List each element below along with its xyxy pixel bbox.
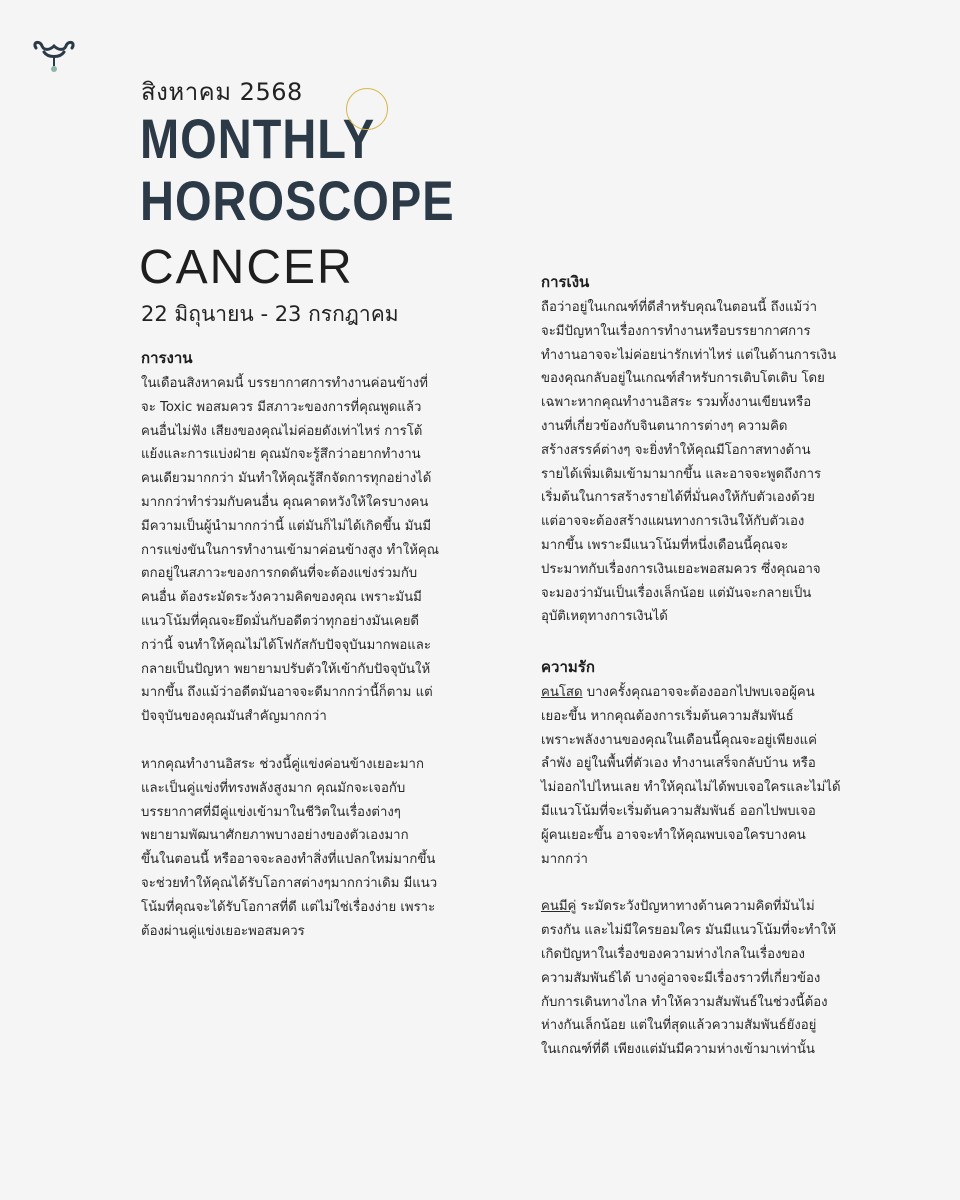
work-paragraph-1: ในเดือนสิงหาคมนี้ บรรยากาศการทำงานค่อนข้างที่ จะ Toxic พอสมควร มีสภาวะของการที่คุณพูดแล้ว คนอื่นไม่ฟัง เสียงของคุณไม่ค่อยดังเท่าไหร่ การโต้ แย้งและการแบ่งฝ่าย คุณมักจะรู้สึกว่าอยากทำงาน คนเดียวมากกว่า มันทำให้คุณรู้สึกจัดการทุกอย่างได้ มากกว่าทำร่วมกับคนอื่น คุณคาดหวังให้ใครบางคน มีความเป็นผู้นำมากกว่านี้ แต่มันก็ไม่ได้เกิดขึ้น มันมี การแข่งขันในการทำงานเข้ามาค่อนข้างสูง ทำให้คุณ ตกอยู่ในสภาวะของการกดดันที่จะต้องแข่งร่วมกับ คนอื่น ต้องระมัดระวังความคิดของคุณ เพราะมันมี แนวโน้มที่คุณจะยึดมั่นกับอดีตว่าทุกอย่างมันเคยดี กว่านี้ จนทำให้คุณไม่ได้โฟกัสกับปัจจุบันมากพอและ กลายเป็นปัญหา พยายามปรับตัวให้เข้ากับปัจจุบันให้ มากขึ้น ถึงแม้ว่าอดีตมันอาจจะดีมากกว่านี้ก็ตาม แต่ ปัจจุบันของคุณมันสำคัญมากกว่า (141, 376, 439, 725)
couple-text: ระมัดระวังปัญหาทางด้านความคิดที่มันไม่ ตรงกัน และไม่มีใครยอมใคร มันมีแนวโน้มที่จะทำให้ เกิดปัญหาในเรื่องของความห่างไกลในเรื่องของ ความสัมพันธ์ได้ บางคู่อาจจะมีเรื่องราวที่เกี่ยวข้อง กับการเดินทางไกล ทำให้ความสัมพันธ์ในช่วงนี้ต้อง ห่างกันเล็กน้อย แต่ในที่สุดแล้วความสัมพันธ์ยังอยู่ ในเกณฑ์ที่ดี เพียงแต่มันมีความห่างเข้ามาเท่านั้น (541, 899, 837, 1058)
work-heading: การงาน (141, 349, 193, 367)
love-single-paragraph (541, 681, 841, 871)
decorative-ring-icon (346, 88, 388, 130)
money-section (541, 270, 841, 629)
single-text: บางครั้งคุณอาจจะต้องออกไปพบเจอผู้คน เยอะขึ้น หากคุณต้องการเริ่มต้นความสัมพันธ์ เพราะพลังงานของคุณในเดือนนี้คุณจะอยู่เพียงแค่ ลำพัง อยู่ในพื้นที่ตัวเอง ทำงานเสร็จกลับบ้าน หรือ ไม่ออกไปไหนเลย ทำให้คุณไม่ได้พบเจอใครและไม่ได้ มีแนวโน้มที่จะเริ่มต้นความสัมพันธ์ ออกไปพบเจอ ผู้คนเยอะขึ้น อาจจะทำให้คุณพบเจอใครบางคน มากกว่า (541, 685, 841, 867)
money-heading: การเงิน (541, 273, 590, 291)
title-line-1: MONTHLY (140, 107, 376, 170)
love-heading: ความรัก (541, 658, 595, 676)
zodiac-sign: CANCER (139, 241, 354, 294)
month-label: สิงหาคม 2568 (141, 78, 303, 106)
work-paragraph-2: หากคุณทำงานอิสระ ช่วงนี้คู่แข่งค่อนข้างเยอะมาก และเป็นคู่แข่งที่ทรงพลังสูงมาก คุณมักจะเจอกับ บรรยากาศที่มีคู่แข่งเข้ามาในชีวิตในเรื่องต่างๆ พยายามพัฒนาศักยภาพบางอย่างของตัวเองมาก ขึ้นในตอนนี้ หรืออาจจะลองทำสิ่งที่แปลกใหม่มากขึ้น จะช่วยทำให้คุณได้รับโอกาสต่างๆมากกว่าเดิม มีแนว โน้มที่คุณจะได้รับโอกาสที่ดี แต่ไม่ใช่เรื่องง่าย เพราะ ต้องผ่านคู่แข่งเยอะพอสมควร (141, 756, 438, 939)
date-range: 22 มิถุนายน - 23 กรกฎาคม (141, 302, 399, 326)
love-section (541, 655, 841, 1062)
logo-icon (30, 38, 78, 78)
couple-label: คนมีคู่ (541, 899, 577, 915)
love-couple-paragraph (541, 895, 841, 1062)
single-label: คนโสด (541, 685, 583, 700)
title-line-2: HOROSCOPE (140, 169, 455, 232)
money-paragraph: ถือว่าอยู่ในเกณฑ์ที่ดีสำหรับคุณในตอนนี้ ถึงแม้ว่า จะมีปัญหาในเรื่องการทำงานหรือบรรยากาศการ ทำงานอาจจะไม่ค่อยน่ารักเท่าไหร่ แต่ในด้านการเงิน ของคุณกลับอยู่ในเกณฑ์สำหรับการเติบโตเติบ โดย เฉพาะหากคุณทำงานอิสระ รวมทั้งงานเขียนหรือ งานที่เกี่ยวข้องกับจินตนาการต่างๆ ความคิด สร้างสรรค์ต่างๆ จะยิ่งทำให้คุณมีโอกาสทางด้าน รายได้เพิ่มเติมเข้ามามากขึ้น และอาจจะพูดถึงการ เริ่มต้นในการสร้างรายได้ที่มั่นคงให้กับตัวเองด้วย แต่อาจจะต้องสร้างแผนทางการเงินให้กับตัวเอง มากขึ้น เพราะมีแนวโน้มที่หนึ่งเดือนนี้คุณจะ ประมาทกับเรื่องการเงินเยอะพอสมควร ซึ่งคุณอาจ จะมองว่ามันเป็นเรื่องเล็กน้อย แต่มันจะกลายเป็น อุบัติเหตุทางการเงินได้ (541, 300, 837, 625)
work-section (141, 346, 441, 943)
